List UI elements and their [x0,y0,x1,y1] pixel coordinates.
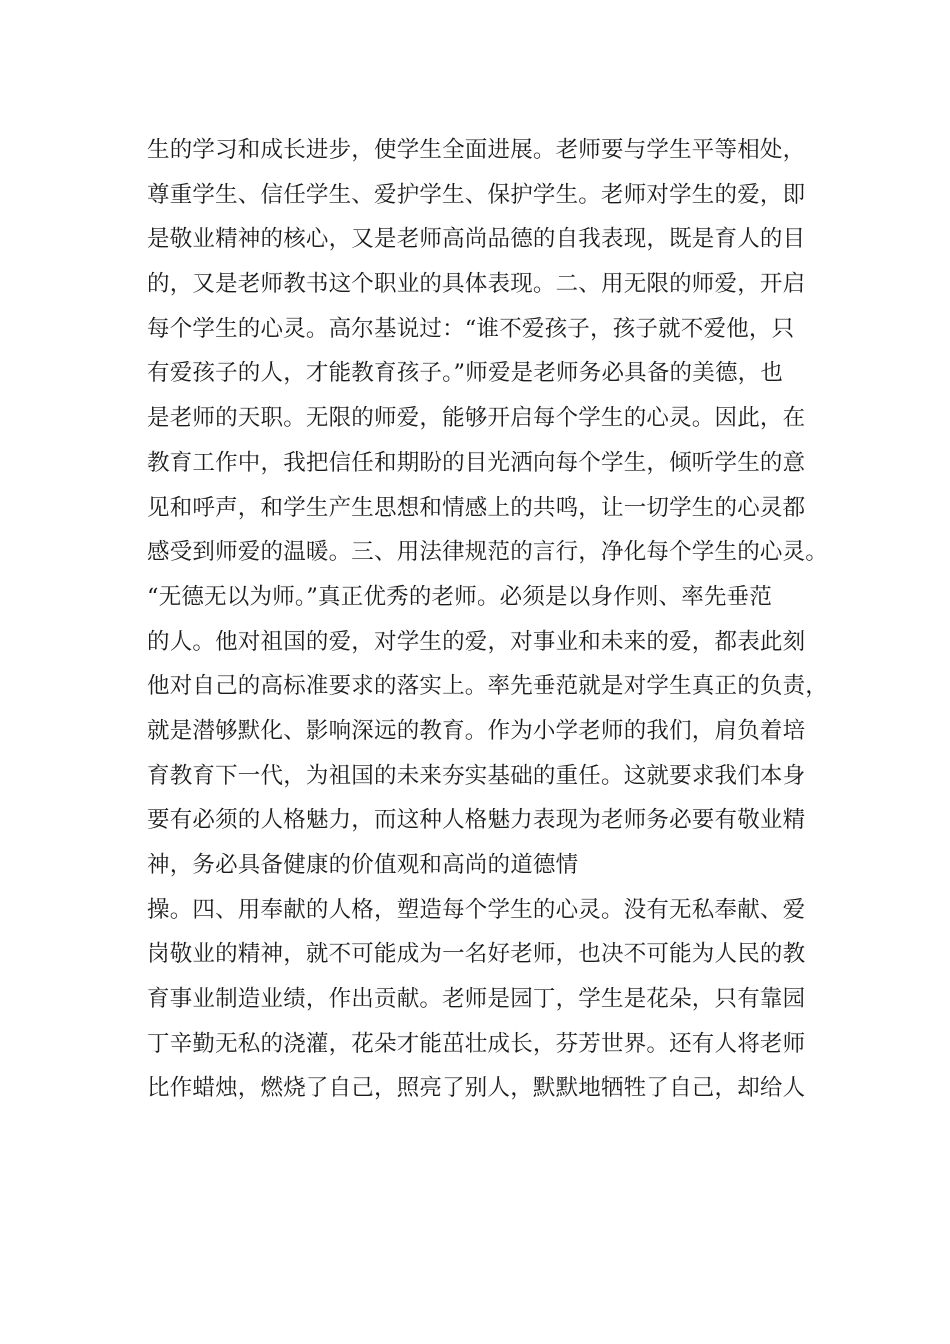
text-line: 丁辛勤无私的浇灌，花朵才能茁壮成长，芬芳世界。还有人将老师 [147,1030,806,1057]
text-line: 每个学生的心灵。高尔基说过：“谁不爱孩子，孩子就不爱他，只 [147,315,795,342]
text-line: 见和呼声，和学生产生思想和情感上的共鸣，让一切学生的心灵都 [147,494,806,521]
text-line: 操。四、用奉献的人格，塑造每个学生的心灵。没有无私奉献、爱 [147,896,806,923]
text-line: 的人。他对祖国的爱，对学生的爱，对事业和未来的爱，都表此刻 [147,628,806,655]
text-line: 要有必须的人格魅力，而这种人格魅力表现为老师务必要有敬业精 [147,807,806,834]
text-line: 生的学习和成长进步，使学生全面进展。老师要与学生平等相处， [147,137,806,163]
text-line: 岗敬业的精神，就不可能成为一名好老师，也决不可能为人民的教 [147,941,806,968]
text-line: 有爱孩子的人，才能教育孩子。”师爱是老师务必具备的美德，也 [147,360,784,387]
text-line: 是敬业精神的核心，又是老师高尚品德的自我表现，既是育人的目 [147,226,806,253]
text-line: 比作蜡烛，燃烧了自己，照亮了别人，默默地牺牲了自己，却给人 [147,1075,806,1102]
text-line: 是老师的天职。无限的师爱，能够开启每个学生的心灵。因此，在 [147,405,806,432]
text-line: 育教育下一代，为祖国的未来夯实基础的重任。这就要求我们本身 [147,762,806,789]
text-line: 教育工作中，我把信任和期盼的目光洒向每个学生，倾听学生的意 [147,449,806,476]
text-line: 的，又是老师教书这个职业的具体表现。二、用无限的师爱，开启 [147,271,806,298]
text-line: 就是潜够默化、影响深远的教育。作为小学老师的我们，肩负着培 [147,717,806,744]
text-line: 他对自己的高标准要求的落实上。率先垂范就是对学生真正的负责， [147,673,829,700]
text-line: 育事业制造业绩，作出贡献。老师是园丁，学生是花朵，只有靠园 [147,986,806,1013]
body-text [147,128,847,1111]
text-line: “无德无以为师。”真正优秀的老师。必须是以身作则、率先垂范 [147,583,773,610]
text-line: 尊重学生、信任学生、爱护学生、保护学生。老师对学生的爱，即 [147,181,806,208]
text-line: 神，务必具备健康的价值观和高尚的道德情 [147,852,579,878]
text-line: 感受到师爱的温暖。三、用法律规范的言行，净化每个学生的心灵。 [147,539,829,566]
